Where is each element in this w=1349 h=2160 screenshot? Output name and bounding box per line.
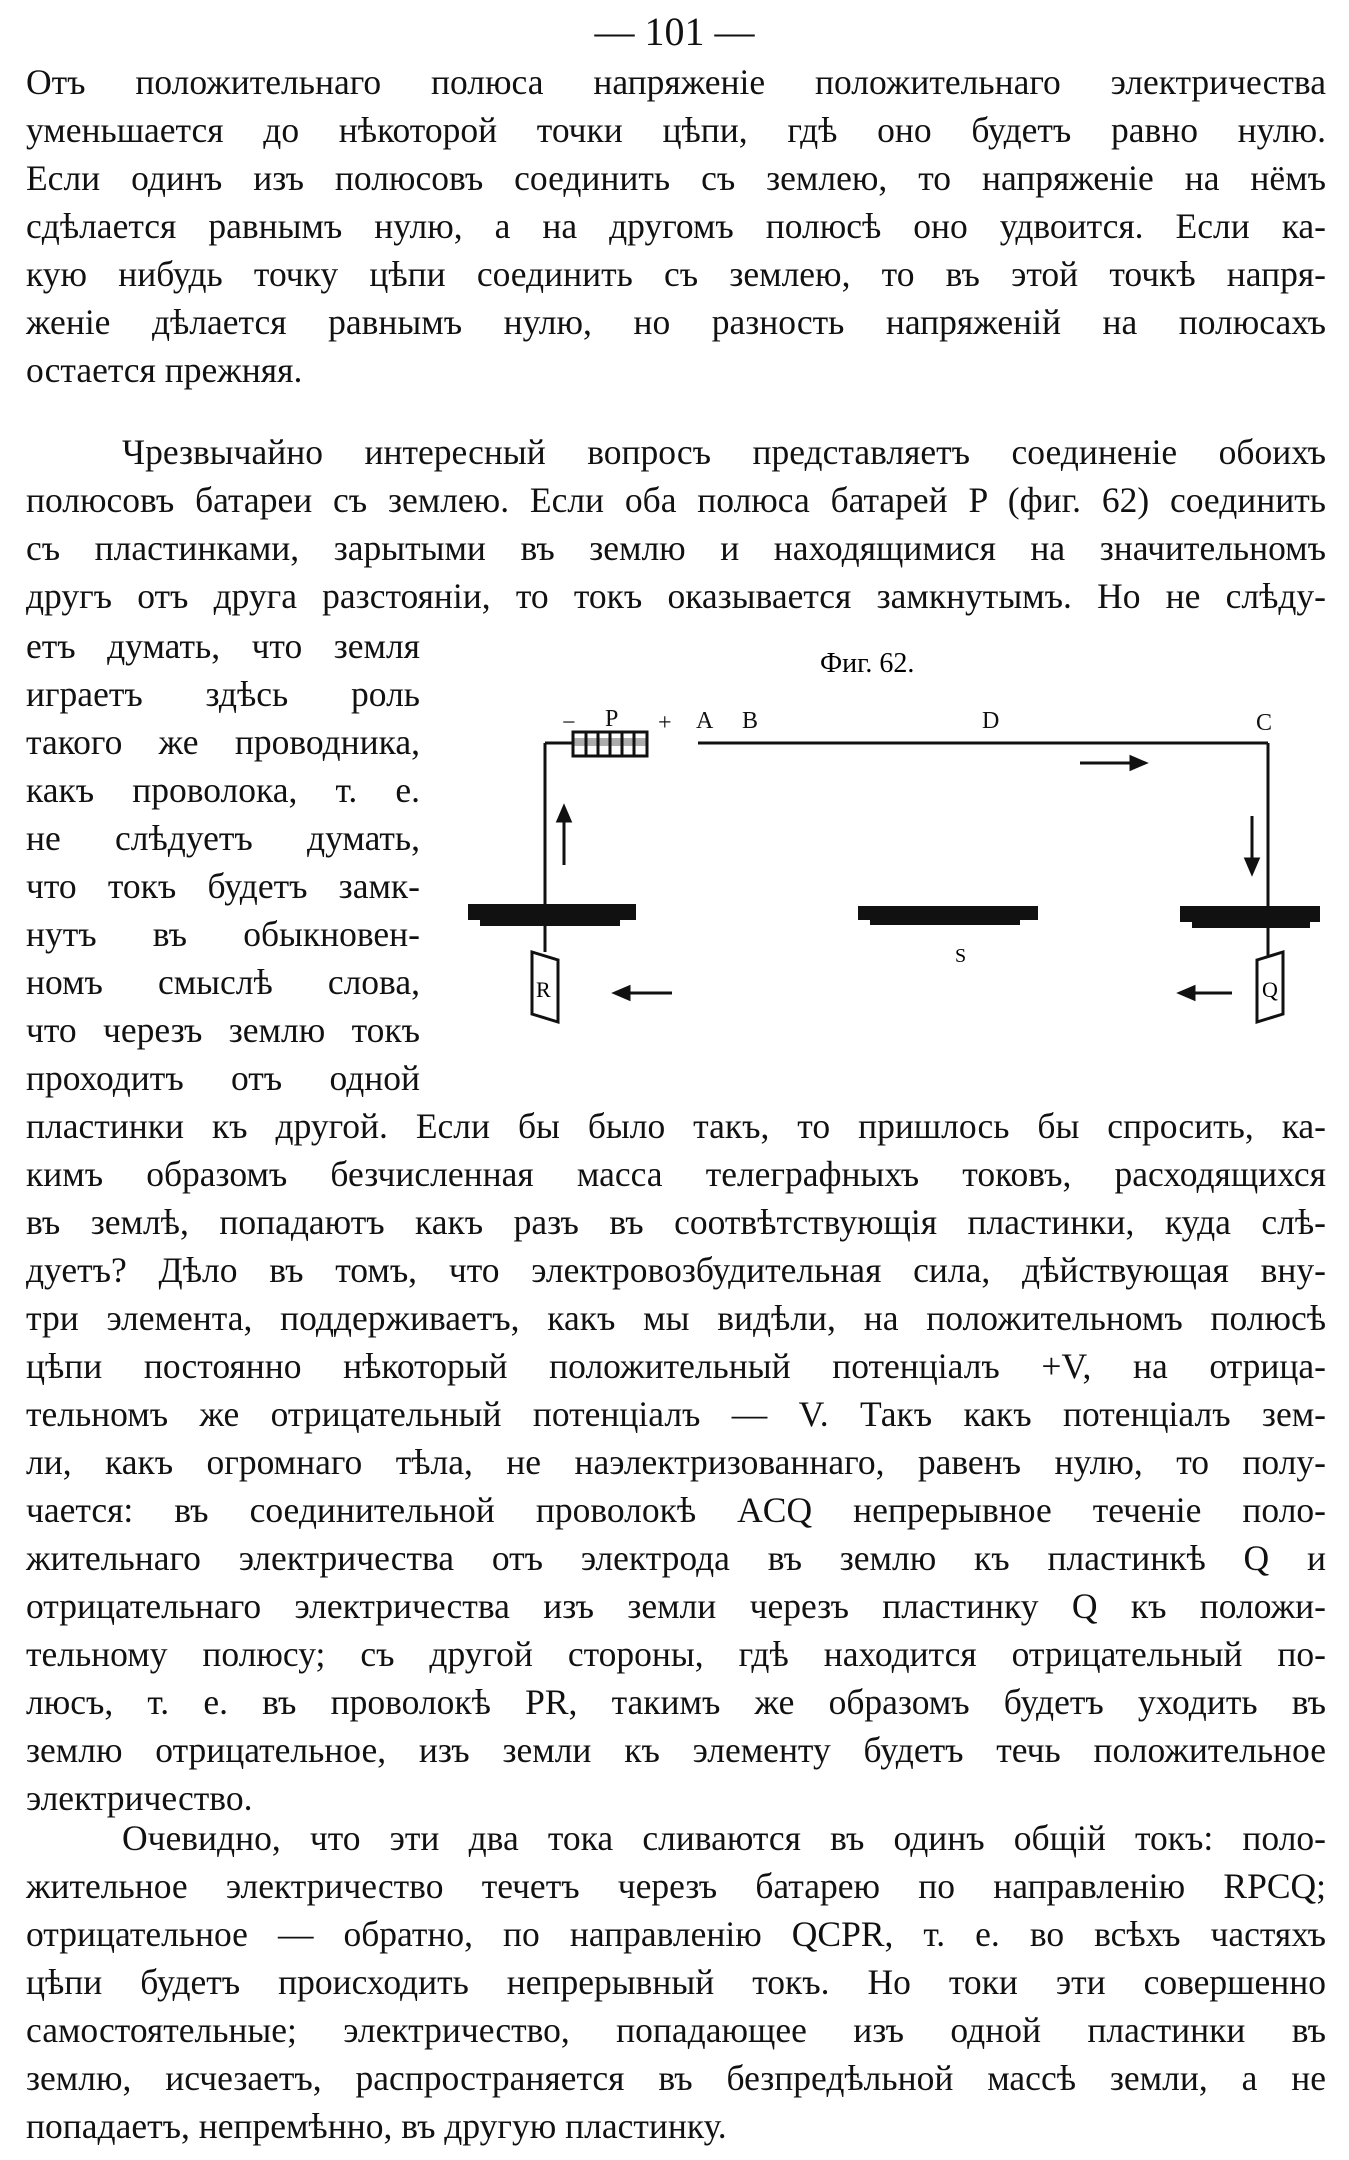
text-line: дуетъ? Дѣло въ томъ, что электровозбудительная сила, дѣйствующая вну- [26, 1250, 1326, 1290]
text-line: такого же проводника, [26, 722, 420, 762]
paragraph-2 [26, 428, 1326, 620]
text-line: играетъ здѣсь роль [26, 674, 420, 714]
text-line: нутъ въ обыкновен- [26, 914, 420, 954]
label-q: Q [1262, 977, 1278, 1002]
text-line: номъ смыслѣ слова, [26, 962, 420, 1002]
label-p: P [605, 706, 619, 732]
text-line: пластинки къ другой. Если бы было такъ, то пришлось бы спросить, ка- [26, 1106, 1326, 1146]
page-number: — 101 — [594, 9, 755, 54]
paragraph-2-continued [26, 1102, 1326, 1822]
plate-r [532, 952, 558, 1022]
text-line: люсъ, т. е. въ проволокѣ PR, такимъ же образомъ будетъ уходить въ [26, 1682, 1326, 1722]
text-line: кую нибудь точку цѣпи соединить съ землею, то въ этой точкѣ напря- [26, 254, 1326, 294]
text-line: какъ проволока, т. е. [26, 770, 420, 810]
label-d: D [982, 708, 1000, 734]
plate-q [1257, 952, 1283, 1022]
figure-62 [440, 620, 1320, 1060]
text-line: Чрезвычайно интересный вопросъ представляетъ соединеніе обоихъ [122, 432, 1326, 472]
text-line: полюсовъ батареи съ землею. Если оба полюса батарей P (фиг. 62) соединить [26, 480, 1326, 520]
text-line: въ землѣ, попадаютъ какъ разъ въ соотвѣтствующія пластинки, куда слѣ- [26, 1202, 1326, 1242]
text-line: не слѣдуетъ думать, [26, 818, 420, 858]
text-line: ли, какъ огромнаго тѣла, не наэлектризованнаго, равенъ нулю, то полу- [26, 1442, 1326, 1482]
battery [573, 732, 647, 756]
text-line: кимъ образомъ безчисленная масса телеграфныхъ токовъ, расходящихся [26, 1154, 1326, 1194]
label-c: C [1256, 710, 1273, 736]
label-s: S [955, 945, 967, 967]
text-line: етъ думать, что земля [26, 626, 420, 666]
paragraph-1 [26, 58, 1326, 394]
label-r: R [536, 977, 551, 1002]
text-line: жительнаго электричества отъ электрода въ землю къ пластинкѣ Q и [26, 1538, 1326, 1578]
text-line: тельному полюсу; съ другой стороны, гдѣ находится отрицательный по- [26, 1634, 1326, 1674]
text-line: Очевидно, что эти два тока сливаются въ одинъ общій токъ: поло- [122, 1818, 1326, 1858]
text-line: электричество. [26, 1778, 253, 1818]
text-line: другъ отъ друга разстояніи, то токъ оказывается замкнутымъ. Но не слѣду- [26, 576, 1326, 616]
text-line: три элемента, поддерживаетъ, какъ мы видѣли, на положительномъ полюсѣ [26, 1298, 1326, 1338]
text-line: остается прежняя. [26, 350, 303, 390]
text-line: попадаетъ, непремѣнно, въ другую пластинку. [26, 2106, 727, 2146]
label-plus: + [658, 710, 672, 736]
label-minus: − [562, 710, 576, 736]
text-line: чается: въ соединительной проволокѣ ACQ непрерывное теченіе поло- [26, 1490, 1326, 1530]
text-line: самостоятельные; электричество, попадающее изъ одной пластинки въ [26, 2010, 1326, 2050]
text-line: сдѣлается равнымъ нулю, а на другомъ полюсѣ оно удвоится. Если ка- [26, 206, 1326, 246]
text-line: женіе дѣлается равнымъ нулю, но разность напряженій на полюсахъ [26, 302, 1326, 342]
text-line: цѣпи постоянно нѣкоторый положительный потенціалъ +V, на отрица- [26, 1346, 1326, 1386]
paragraph-3 [26, 1814, 1326, 2150]
text-line: проходитъ отъ одной [26, 1058, 420, 1098]
ground-hatch [468, 904, 1320, 928]
text-line: что черезъ землю токъ [26, 1010, 420, 1050]
text-line: жительное электричество течетъ черезъ батарею по направленію RPCQ; [26, 1866, 1326, 1906]
text-line: уменьшается до нѣкоторой точки цѣпи, гдѣ оно будетъ равно нулю. [26, 110, 1326, 150]
text-line: землю отрицательное, изъ земли къ элементу будетъ течь положительное [26, 1730, 1326, 1770]
text-line: Отъ положительнаго полюса напряженіе положительнаго электричества [26, 62, 1326, 102]
circuit-wire [545, 743, 1268, 960]
text-line: съ пластинками, зарытыми въ землю и находящимися на значительномъ [26, 528, 1326, 568]
label-a: A [696, 708, 714, 734]
current-arrows [558, 757, 1258, 999]
text-line: тельномъ же отрицательный потенціалъ — V. Такъ какъ потенціалъ зем- [26, 1394, 1326, 1434]
text-line: цѣпи будетъ происходить непрерывный токъ. Но токи эти совершенно [26, 1962, 1326, 2002]
label-b: B [742, 708, 759, 734]
text-line: что токъ будетъ замк- [26, 866, 420, 906]
text-line: землю, исчезаетъ, распространяется въ безпредѣльной массѣ земли, а не [26, 2058, 1326, 2098]
figure-caption: Фиг. 62. [820, 648, 915, 679]
paragraph-2-wrapped [26, 622, 420, 1102]
text-line: отрицательное — обратно, по направленію QCPR, т. е. во всѣхъ частяхъ [26, 1914, 1326, 1954]
text-line: Если одинъ изъ полюсовъ соединить съ землею, то напряженіе на нёмъ [26, 158, 1326, 198]
text-line: отрицательнаго электричества изъ земли черезъ пластинку Q къ положи- [26, 1586, 1326, 1626]
